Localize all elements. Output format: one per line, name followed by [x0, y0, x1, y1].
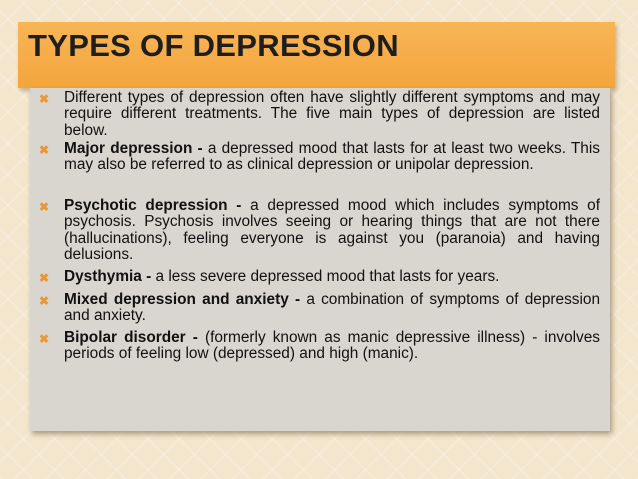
x-mark-icon: ✖ [39, 271, 50, 285]
bullet-item [30, 330, 610, 363]
x-mark-icon: ✖ [39, 200, 50, 214]
bullet-term: Bipolar disorder - [64, 329, 198, 346]
bullet-item [30, 292, 610, 325]
bullet-text: a less severe depressed mood that lasts for years. [151, 268, 500, 285]
slide-title: TYPES OF DEPRESSION [28, 28, 399, 63]
x-mark-icon: ✖ [39, 294, 50, 308]
bullet-term: Psychotic depression - [64, 197, 242, 214]
bullet-term: Major depression - [64, 140, 203, 157]
bullet-text: a depressed mood that lasts for at least two weeks. This may also be referred to as clinical depression or unipolar depression. [64, 140, 600, 174]
title-bar [18, 22, 615, 88]
bullet-term: Mixed depression and anxiety - [64, 291, 301, 308]
bullet-text: a depressed mood which includes symptoms of psychosis. Psychosis involves seeing or hearing things that are not there (hallucinations), feeling everyone is against you (paranoia) and having delusions. [64, 197, 600, 264]
bullet-text: (formerly known as manic depressive illness) - involves periods of feeling low (depressed) and high (manic). [64, 329, 600, 363]
bullet-text: Different types of depression often have slightly different symptoms and may require different treatments. The five main types of depression are listed below. [64, 89, 600, 139]
x-mark-icon: ✖ [39, 143, 50, 157]
x-mark-icon: ✖ [39, 92, 50, 106]
bullet-item [30, 90, 610, 139]
bullet-item [30, 141, 610, 174]
x-mark-icon: ✖ [39, 332, 50, 346]
bullet-item [30, 269, 610, 285]
bullet-item [30, 198, 610, 264]
content-box [30, 88, 610, 431]
bullet-term: Dysthymia - [64, 268, 152, 285]
bullet-text: a combination of symptoms of depression and anxiety. [64, 291, 601, 325]
